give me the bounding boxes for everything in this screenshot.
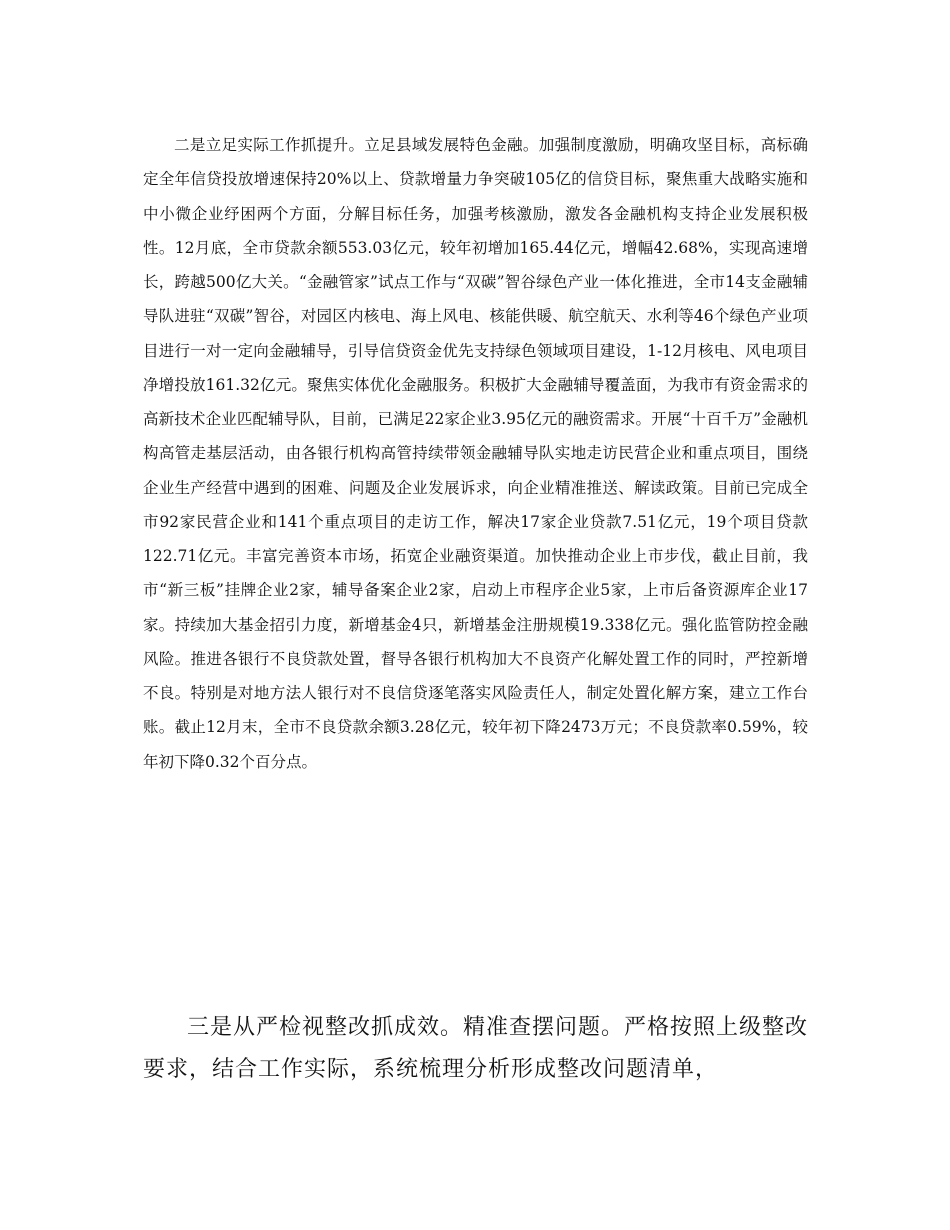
paragraph-rectification: 三是从严检视整改抓成效。精准查摆问题。严格按照上级整改要求，结合工作实际，系统梳理分析形成整改问题清单， [143,1015,809,1082]
paragraph-financial-work: 二是立足实际工作抓提升。立足县域发展特色金融。加强制度激励，明确攻坚目标，高标确定全年信贷投放增速保持20%以上、贷款增量力争突破105亿的信贷目标，聚焦重大战略实施和中小微企业纾困两个方面，分解目标任务，加强考核激励，激发各金融机构支持企业发展积极性。12月底，全市贷款余额553.03亿元，较年初增加165.44亿元，增幅42.68%，实现高速增长，跨越500亿大关。“金融管家”试点工作与“双碳”智谷绿色产业一体化推进，全市14支金融辅导队进驻“双碳”智谷，对园区内核电、海上风电、核能供暖、航空航天、水利等46个绿色产业项目进行一对一定向金融辅导，引导信贷资金优先支持绿色领域项目建设，1-12月核电、风电项目净增投放161.32亿元。聚焦实体优化金融服务。积极扩大金融辅导覆盖面，为我市有资金需求的高新技术企业匹配辅导队，目前，已满足22家企业3.95亿元的融资需求。开展“十百千万”金融机构高管走基层活动，由各银行机构高管持续带领金融辅导队实地走访民营企业和重点项目，围绕企业生产经营中遇到的困难、问题及企业发展诉求，向企业精准推送、解读政策。目前已完成全市92家民营企业和141个重点项目的走访工作，解决17家企业贷款7.51亿元，19个项目贷款122.71亿元。丰富完善资本市场，拓宽企业融资渠道。加快推动企业上市步伐，截止目前，我市“新三板”挂牌企业2家，辅导备案企业2家，启动上市程序企业5家，上市后备资源库企业17家。持续加大基金招引力度，新增基金4只，新增基金注册规模19.338亿元。强化监管防控金融风险。推进各银行不良贷款处置，督导各银行机构加大不良资产化解处置工作的同时，严控新增不良。特别是对地方法人银行对不良信贷逐笔落实风险责任人，制定处置化解方案，建立工作台账。截止12月末，全市不良贷款余额3.28亿元，较年初下降2473万元；不良贷款率0.59%，较年初下降0.32个百分点。 [143,136,808,771]
